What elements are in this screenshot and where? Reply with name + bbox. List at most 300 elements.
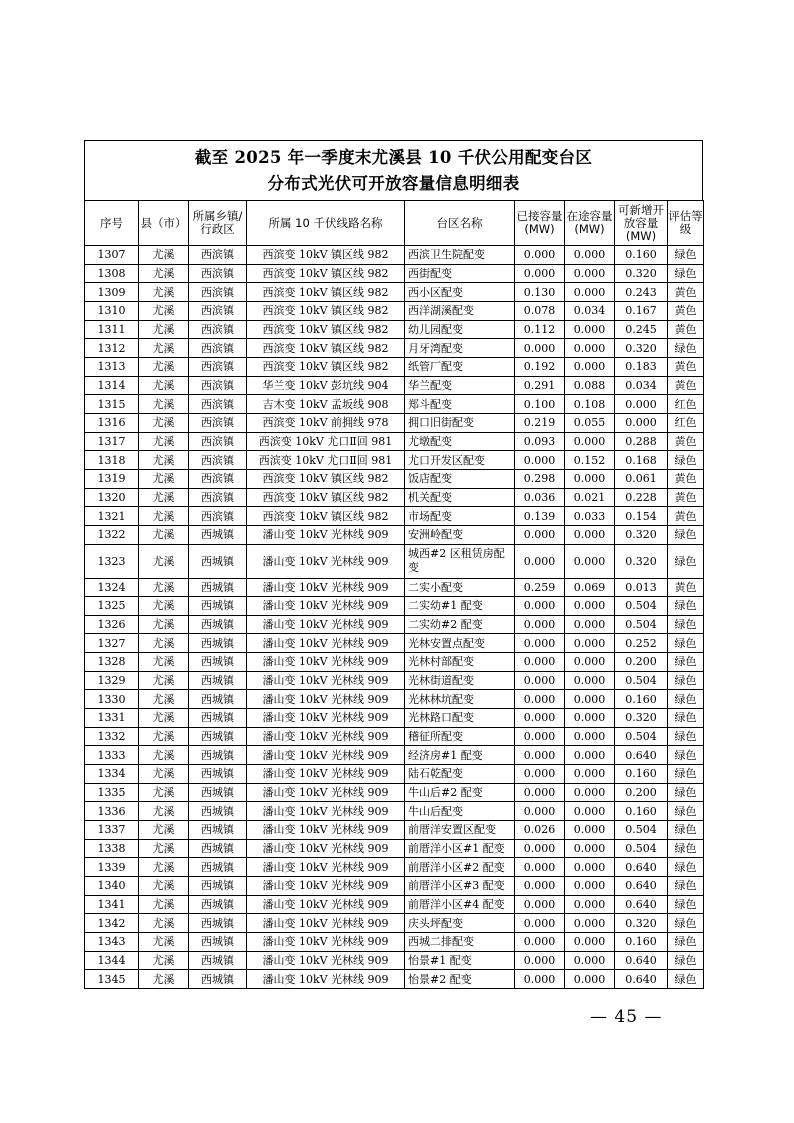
cell-line: 潘山变 10kV 光林线 909 <box>247 970 405 989</box>
cell-index: 1311 <box>85 320 139 339</box>
cell-grade: 绿色 <box>668 653 704 672</box>
cell-line: 潘山变 10kV 光林线 909 <box>247 653 405 672</box>
table-header-row <box>85 201 704 246</box>
cell-available: 0.061 <box>615 469 668 488</box>
table-row <box>85 839 704 858</box>
cell-town: 西城镇 <box>189 802 247 821</box>
cell-index: 1317 <box>85 432 139 451</box>
cell-area: 西洋湖溪配变 <box>405 301 515 320</box>
cell-county: 尤溪 <box>139 615 189 634</box>
cell-town: 西滨镇 <box>189 432 247 451</box>
table-row <box>85 283 704 302</box>
cell-index: 1334 <box>85 765 139 784</box>
cell-area: 月牙湾配变 <box>405 339 515 358</box>
cell-available: 0.320 <box>615 709 668 728</box>
cell-line: 潘山变 10kV 光林线 909 <box>247 877 405 896</box>
cell-available: 0.160 <box>615 932 668 951</box>
cell-line: 潘山变 10kV 光林线 909 <box>247 951 405 970</box>
cell-index: 1312 <box>85 339 139 358</box>
cell-connected: 0.000 <box>515 839 565 858</box>
cell-town: 西城镇 <box>189 597 247 616</box>
cell-available: 0.160 <box>615 765 668 784</box>
cell-index: 1336 <box>85 802 139 821</box>
cell-county: 尤溪 <box>139 525 189 544</box>
cell-available: 0.000 <box>615 413 668 432</box>
cell-pending: 0.000 <box>565 783 615 802</box>
cell-connected: 0.291 <box>515 376 565 395</box>
cell-pending: 0.000 <box>565 246 615 265</box>
table-row <box>85 951 704 970</box>
cell-town: 西城镇 <box>189 877 247 896</box>
cell-town: 西城镇 <box>189 895 247 914</box>
cell-county: 尤溪 <box>139 395 189 414</box>
cell-area: 庆头坪配变 <box>405 914 515 933</box>
cell-available: 0.640 <box>615 877 668 896</box>
cell-connected: 0.100 <box>515 395 565 414</box>
cell-index: 1310 <box>85 301 139 320</box>
cell-line: 西滨变 10kV 尤口Ⅱ回 981 <box>247 432 405 451</box>
cell-pending: 0.000 <box>565 839 615 858</box>
cell-line: 潘山变 10kV 光林线 909 <box>247 690 405 709</box>
cell-pending: 0.152 <box>565 451 615 470</box>
cell-pending: 0.000 <box>565 746 615 765</box>
header-index: 序号 <box>85 201 139 246</box>
cell-town: 西滨镇 <box>189 376 247 395</box>
table-row <box>85 432 704 451</box>
cell-county: 尤溪 <box>139 264 189 283</box>
cell-connected: 0.000 <box>515 709 565 728</box>
cell-connected: 0.093 <box>515 432 565 451</box>
cell-pending: 0.000 <box>565 877 615 896</box>
cell-pending: 0.000 <box>565 432 615 451</box>
table-row <box>85 469 704 488</box>
cell-area: 光林林坑配变 <box>405 690 515 709</box>
table-row <box>85 395 704 414</box>
cell-grade: 绿色 <box>668 690 704 709</box>
cell-index: 1326 <box>85 615 139 634</box>
cell-available: 0.034 <box>615 376 668 395</box>
cell-available: 0.504 <box>615 821 668 840</box>
cell-connected: 0.000 <box>515 802 565 821</box>
table-row <box>85 671 704 690</box>
cell-index: 1325 <box>85 597 139 616</box>
header-line: 所属 10 千伏线路名称 <box>247 201 405 246</box>
cell-index: 1340 <box>85 877 139 896</box>
cell-grade: 绿色 <box>668 339 704 358</box>
cell-pending: 0.000 <box>565 914 615 933</box>
cell-line: 潘山变 10kV 光林线 909 <box>247 671 405 690</box>
table-row <box>85 709 704 728</box>
cell-county: 尤溪 <box>139 339 189 358</box>
cell-pending: 0.000 <box>565 895 615 914</box>
cell-town: 西城镇 <box>189 653 247 672</box>
cell-county: 尤溪 <box>139 690 189 709</box>
cell-line: 西滨变 10kV 镇区线 982 <box>247 507 405 526</box>
cell-line: 西滨变 10kV 镇区线 982 <box>247 357 405 376</box>
cell-area: 前厝洋小区#3 配变 <box>405 877 515 896</box>
table-row <box>85 451 704 470</box>
cell-area: 机关配变 <box>405 488 515 507</box>
cell-pending: 0.000 <box>565 671 615 690</box>
table-row <box>85 690 704 709</box>
cell-county: 尤溪 <box>139 320 189 339</box>
table-row <box>85 970 704 989</box>
cell-available: 0.320 <box>615 914 668 933</box>
cell-line: 潘山变 10kV 光林线 909 <box>247 821 405 840</box>
cell-available: 0.320 <box>615 339 668 358</box>
cell-connected: 0.036 <box>515 488 565 507</box>
cell-pending: 0.055 <box>565 413 615 432</box>
cell-index: 1309 <box>85 283 139 302</box>
cell-area: 前厝洋小区#4 配变 <box>405 895 515 914</box>
cell-index: 1335 <box>85 783 139 802</box>
cell-connected: 0.000 <box>515 653 565 672</box>
cell-county: 尤溪 <box>139 802 189 821</box>
cell-area: 尤墩配变 <box>405 432 515 451</box>
cell-connected: 0.000 <box>515 951 565 970</box>
cell-index: 1342 <box>85 914 139 933</box>
cell-connected: 0.000 <box>515 264 565 283</box>
cell-connected: 0.000 <box>515 970 565 989</box>
cell-grade: 绿色 <box>668 802 704 821</box>
cell-town: 西滨镇 <box>189 320 247 339</box>
cell-index: 1308 <box>85 264 139 283</box>
cell-available: 0.200 <box>615 783 668 802</box>
cell-county: 尤溪 <box>139 357 189 376</box>
cell-line: 吉木变 10kV 孟坂线 908 <box>247 395 405 414</box>
cell-connected: 0.000 <box>515 544 565 578</box>
cell-connected: 0.298 <box>515 469 565 488</box>
cell-available: 0.160 <box>615 802 668 821</box>
cell-pending: 0.000 <box>565 283 615 302</box>
cell-town: 西滨镇 <box>189 301 247 320</box>
cell-connected: 0.000 <box>515 914 565 933</box>
cell-connected: 0.000 <box>515 895 565 914</box>
cell-line: 西滨变 10kV 镇区线 982 <box>247 339 405 358</box>
cell-index: 1319 <box>85 469 139 488</box>
table-row <box>85 895 704 914</box>
cell-area: 幼儿园配变 <box>405 320 515 339</box>
cell-area: 光林街道配变 <box>405 671 515 690</box>
cell-town: 西滨镇 <box>189 395 247 414</box>
title-line-1: 截至 2025 年一季度末尤溪县 10 千伏公用配变台区 <box>194 147 593 167</box>
cell-pending: 0.108 <box>565 395 615 414</box>
table-row <box>85 376 704 395</box>
table-row <box>85 320 704 339</box>
cell-available: 0.160 <box>615 246 668 265</box>
cell-connected: 0.000 <box>515 727 565 746</box>
cell-line: 西滨变 10kV 镇区线 982 <box>247 469 405 488</box>
cell-area: 二实幼#1 配变 <box>405 597 515 616</box>
cell-town: 西滨镇 <box>189 507 247 526</box>
cell-line: 西滨变 10kV 镇区线 982 <box>247 301 405 320</box>
header-available: 可新增开放容量(MW) <box>615 201 668 246</box>
cell-town: 西城镇 <box>189 525 247 544</box>
cell-connected: 0.000 <box>515 451 565 470</box>
cell-county: 尤溪 <box>139 451 189 470</box>
cell-county: 尤溪 <box>139 914 189 933</box>
table-body <box>85 246 704 989</box>
cell-town: 西滨镇 <box>189 488 247 507</box>
cell-available: 0.168 <box>615 451 668 470</box>
cell-line: 潘山变 10kV 光林线 909 <box>247 765 405 784</box>
cell-connected: 0.000 <box>515 877 565 896</box>
cell-county: 尤溪 <box>139 783 189 802</box>
cell-area: 西滨卫生院配变 <box>405 246 515 265</box>
cell-connected: 0.000 <box>515 671 565 690</box>
cell-grade: 绿色 <box>668 597 704 616</box>
cell-index: 1315 <box>85 395 139 414</box>
cell-index: 1331 <box>85 709 139 728</box>
cell-grade: 绿色 <box>668 951 704 970</box>
cell-line: 潘山变 10kV 光林线 909 <box>247 634 405 653</box>
cell-area: 经济房#1 配变 <box>405 746 515 765</box>
cell-grade: 绿色 <box>668 821 704 840</box>
cell-index: 1330 <box>85 690 139 709</box>
cell-grade: 绿色 <box>668 615 704 634</box>
cell-index: 1327 <box>85 634 139 653</box>
cell-county: 尤溪 <box>139 578 189 597</box>
cell-line: 潘山变 10kV 光林线 909 <box>247 914 405 933</box>
cell-pending: 0.021 <box>565 488 615 507</box>
cell-pending: 0.000 <box>565 821 615 840</box>
cell-pending: 0.000 <box>565 727 615 746</box>
cell-area: 光林路口配变 <box>405 709 515 728</box>
cell-connected: 0.000 <box>515 597 565 616</box>
cell-county: 尤溪 <box>139 376 189 395</box>
table-row <box>85 488 704 507</box>
cell-connected: 0.130 <box>515 283 565 302</box>
cell-county: 尤溪 <box>139 413 189 432</box>
cell-area: 华兰配变 <box>405 376 515 395</box>
cell-pending: 0.000 <box>565 709 615 728</box>
cell-line: 西滨变 10kV 镇区线 982 <box>247 264 405 283</box>
table-row <box>85 525 704 544</box>
cell-available: 0.228 <box>615 488 668 507</box>
cell-line: 潘山变 10kV 光林线 909 <box>247 839 405 858</box>
cell-area: 纸管厂配变 <box>405 357 515 376</box>
cell-town: 西滨镇 <box>189 283 247 302</box>
cell-grade: 绿色 <box>668 246 704 265</box>
cell-county: 尤溪 <box>139 469 189 488</box>
cell-area: 牛山后#2 配变 <box>405 783 515 802</box>
cell-connected: 0.000 <box>515 634 565 653</box>
cell-grade: 黄色 <box>668 357 704 376</box>
cell-grade: 绿色 <box>668 914 704 933</box>
cell-area: 前厝洋小区#2 配变 <box>405 858 515 877</box>
cell-pending: 0.000 <box>565 932 615 951</box>
table-row <box>85 932 704 951</box>
table-row <box>85 653 704 672</box>
cell-pending: 0.000 <box>565 634 615 653</box>
cell-grade: 红色 <box>668 413 704 432</box>
cell-index: 1345 <box>85 970 139 989</box>
cell-line: 华兰变 10kV 彭坑线 904 <box>247 376 405 395</box>
cell-area: 西街配变 <box>405 264 515 283</box>
table-row <box>85 858 704 877</box>
cell-index: 1318 <box>85 451 139 470</box>
header-grade: 评估等级 <box>668 201 704 246</box>
table-row <box>85 544 704 578</box>
cell-grade: 绿色 <box>668 783 704 802</box>
cell-available: 0.252 <box>615 634 668 653</box>
table-row <box>85 615 704 634</box>
cell-available: 0.504 <box>615 597 668 616</box>
cell-connected: 0.000 <box>515 525 565 544</box>
capacity-table-sheet <box>84 140 703 989</box>
cell-area: 二实小配变 <box>405 578 515 597</box>
cell-available: 0.504 <box>615 839 668 858</box>
cell-index: 1333 <box>85 746 139 765</box>
cell-county: 尤溪 <box>139 858 189 877</box>
cell-town: 西城镇 <box>189 615 247 634</box>
cell-town: 西滨镇 <box>189 451 247 470</box>
cell-county: 尤溪 <box>139 488 189 507</box>
cell-pending: 0.000 <box>565 525 615 544</box>
cell-line: 潘山变 10kV 光林线 909 <box>247 895 405 914</box>
cell-index: 1320 <box>85 488 139 507</box>
cell-index: 1339 <box>85 858 139 877</box>
cell-area: 稽征所配变 <box>405 727 515 746</box>
cell-available: 0.160 <box>615 690 668 709</box>
cell-area: 光林安置点配变 <box>405 634 515 653</box>
table-row <box>85 264 704 283</box>
cell-town: 西城镇 <box>189 727 247 746</box>
cell-town: 西城镇 <box>189 914 247 933</box>
cell-index: 1329 <box>85 671 139 690</box>
cell-connected: 0.219 <box>515 413 565 432</box>
table-row <box>85 877 704 896</box>
cell-grade: 红色 <box>668 395 704 414</box>
cell-available: 0.000 <box>615 395 668 414</box>
table-row <box>85 413 704 432</box>
cell-grade: 绿色 <box>668 634 704 653</box>
cell-town: 西滨镇 <box>189 413 247 432</box>
cell-area: 安洲岭配变 <box>405 525 515 544</box>
table-row <box>85 597 704 616</box>
cell-town: 西城镇 <box>189 578 247 597</box>
cell-county: 尤溪 <box>139 895 189 914</box>
cell-grade: 黄色 <box>668 301 704 320</box>
cell-line: 西滨变 10kV 前拥线 978 <box>247 413 405 432</box>
cell-pending: 0.000 <box>565 264 615 283</box>
capacity-table <box>84 200 704 989</box>
cell-town: 西滨镇 <box>189 246 247 265</box>
table-row <box>85 507 704 526</box>
cell-available: 0.504 <box>615 727 668 746</box>
cell-county: 尤溪 <box>139 597 189 616</box>
cell-line: 西滨变 10kV 镇区线 982 <box>247 320 405 339</box>
cell-town: 西城镇 <box>189 821 247 840</box>
cell-connected: 0.112 <box>515 320 565 339</box>
cell-grade: 黄色 <box>668 469 704 488</box>
cell-connected: 0.000 <box>515 246 565 265</box>
cell-index: 1321 <box>85 507 139 526</box>
cell-available: 0.154 <box>615 507 668 526</box>
table-row <box>85 802 704 821</box>
cell-grade: 绿色 <box>668 451 704 470</box>
cell-pending: 0.000 <box>565 858 615 877</box>
cell-connected: 0.000 <box>515 765 565 784</box>
cell-index: 1338 <box>85 839 139 858</box>
cell-county: 尤溪 <box>139 765 189 784</box>
cell-county: 尤溪 <box>139 746 189 765</box>
cell-county: 尤溪 <box>139 432 189 451</box>
cell-pending: 0.000 <box>565 544 615 578</box>
cell-grade: 绿色 <box>668 525 704 544</box>
cell-line: 西滨变 10kV 镇区线 982 <box>247 488 405 507</box>
cell-connected: 0.259 <box>515 578 565 597</box>
cell-connected: 0.078 <box>515 301 565 320</box>
cell-grade: 绿色 <box>668 895 704 914</box>
cell-pending: 0.000 <box>565 469 615 488</box>
cell-town: 西滨镇 <box>189 264 247 283</box>
cell-pending: 0.000 <box>565 653 615 672</box>
cell-pending: 0.000 <box>565 802 615 821</box>
cell-connected: 0.192 <box>515 357 565 376</box>
cell-grade: 绿色 <box>668 746 704 765</box>
cell-connected: 0.000 <box>515 783 565 802</box>
cell-area: 饭店配变 <box>405 469 515 488</box>
cell-county: 尤溪 <box>139 653 189 672</box>
cell-index: 1337 <box>85 821 139 840</box>
cell-county: 尤溪 <box>139 821 189 840</box>
cell-grade: 绿色 <box>668 932 704 951</box>
cell-pending: 0.000 <box>565 597 615 616</box>
cell-available: 0.167 <box>615 301 668 320</box>
cell-county: 尤溪 <box>139 970 189 989</box>
cell-index: 1324 <box>85 578 139 597</box>
cell-grade: 黄色 <box>668 507 704 526</box>
cell-town: 西城镇 <box>189 783 247 802</box>
cell-pending: 0.034 <box>565 301 615 320</box>
cell-county: 尤溪 <box>139 301 189 320</box>
table-row <box>85 765 704 784</box>
cell-area: 怡景#2 配变 <box>405 970 515 989</box>
cell-available: 0.504 <box>615 671 668 690</box>
cell-county: 尤溪 <box>139 877 189 896</box>
cell-line: 西滨变 10kV 镇区线 982 <box>247 246 405 265</box>
cell-area: 尤口开发区配变 <box>405 451 515 470</box>
cell-town: 西滨镇 <box>189 339 247 358</box>
table-row <box>85 727 704 746</box>
cell-town: 西城镇 <box>189 970 247 989</box>
cell-available: 0.640 <box>615 951 668 970</box>
cell-grade: 绿色 <box>668 877 704 896</box>
cell-line: 潘山变 10kV 光林线 909 <box>247 597 405 616</box>
cell-town: 西城镇 <box>189 932 247 951</box>
cell-grade: 黄色 <box>668 432 704 451</box>
cell-connected: 0.000 <box>515 746 565 765</box>
cell-grade: 绿色 <box>668 765 704 784</box>
cell-area: 西城二排配变 <box>405 932 515 951</box>
cell-county: 尤溪 <box>139 634 189 653</box>
cell-county: 尤溪 <box>139 507 189 526</box>
cell-connected: 0.000 <box>515 615 565 634</box>
cell-index: 1313 <box>85 357 139 376</box>
cell-area: 怡景#1 配变 <box>405 951 515 970</box>
cell-grade: 黄色 <box>668 578 704 597</box>
cell-available: 0.320 <box>615 544 668 578</box>
header-connected: 已接容量(MW) <box>515 201 565 246</box>
header-county: 县（市） <box>139 201 189 246</box>
cell-line: 潘山变 10kV 光林线 909 <box>247 544 405 578</box>
cell-pending: 0.000 <box>565 339 615 358</box>
cell-pending: 0.088 <box>565 376 615 395</box>
cell-town: 西城镇 <box>189 746 247 765</box>
cell-area: 郑斗配变 <box>405 395 515 414</box>
table-row <box>85 821 704 840</box>
